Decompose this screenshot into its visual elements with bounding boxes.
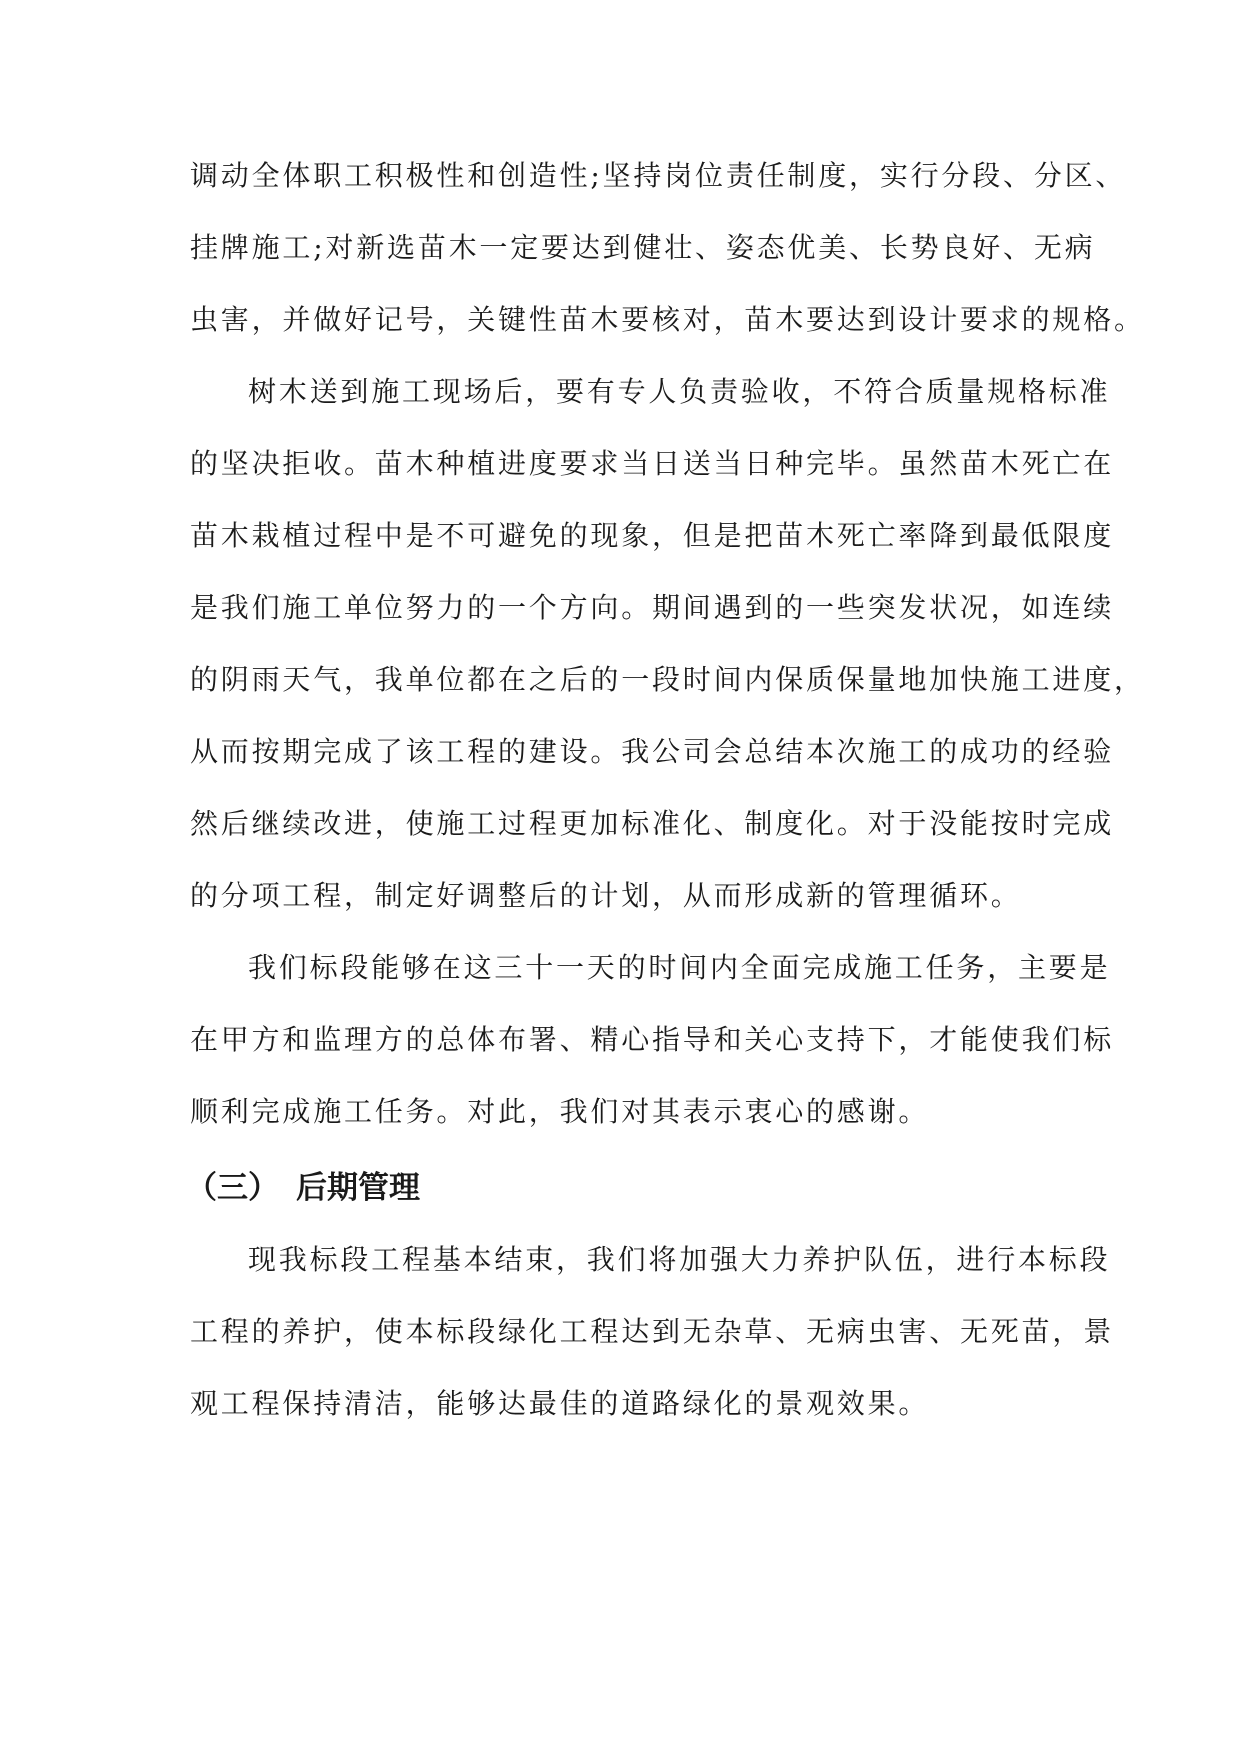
paragraph-acceptance [190,356,1145,932]
text-line: 在甲方和监理方的总体布署、精心指导和关心支持下，才能使我们标 [190,1023,1115,1056]
text-line: 的阴雨天气，我单位都在之后的一段时间内保质保量地加快施工进度， [190,663,1145,696]
paragraph-acknowledgement [190,932,1115,1148]
text-line: 的坚决拒收。苗木种植进度要求当日送当日种完毕。虽然苗木死亡在 [190,447,1115,480]
section-number: （三） [186,1170,279,1206]
text-line: 的分项工程，制定好调整后的计划，从而形成新的管理循环。 [190,879,1022,912]
text-line: 我们标段能够在这三十一天的时间内全面完成施工任务，主要是 [248,951,1111,984]
text-line: 挂牌施工;对新选苗木一定要达到健壮、姿态优美、长势良好、无病 [190,231,1096,264]
text-line: 顺利完成施工任务。对此，我们对其表示衷心的感谢。 [190,1095,930,1128]
paragraph-quality-control [190,140,1145,356]
section-heading [186,1150,1066,1226]
text-line: 从而按期完成了该工程的建设。我公司会总结本次施工的成功的经验 [190,735,1115,768]
text-line: 工程的养护，使本标段绿化工程达到无杂草、无病虫害、无死苗，景 [190,1315,1115,1348]
text-line: 调动全体职工积极性和创造性;坚持岗位责任制度，实行分段、分区、 [190,159,1127,192]
text-line: 观工程保持清洁，能够达最佳的道路绿化的景观效果。 [190,1387,930,1420]
text-line: 现我标段工程基本结束，我们将加强大力养护队伍，进行本标段 [248,1243,1111,1276]
text-line: 树木送到施工现场后，要有专人负责验收，不符合质量规格标准 [248,375,1111,408]
text-line: 然后继续改进，使施工过程更加标准化、制度化。对于没能按时完成 [190,807,1115,840]
section-title: 后期管理 [296,1170,420,1206]
text-line: 是我们施工单位努力的一个方向。期间遇到的一些突发状况，如连续 [190,591,1115,624]
text-line: 苗木栽植过程中是不可避免的现象，但是把苗木死亡率降到最低限度 [190,519,1115,552]
document-body [186,140,1145,1440]
paragraph-maintenance [190,1224,1115,1440]
text-line: 虫害，并做好记号，关键性苗木要核对，苗木要达到设计要求的规格。 [190,303,1145,336]
